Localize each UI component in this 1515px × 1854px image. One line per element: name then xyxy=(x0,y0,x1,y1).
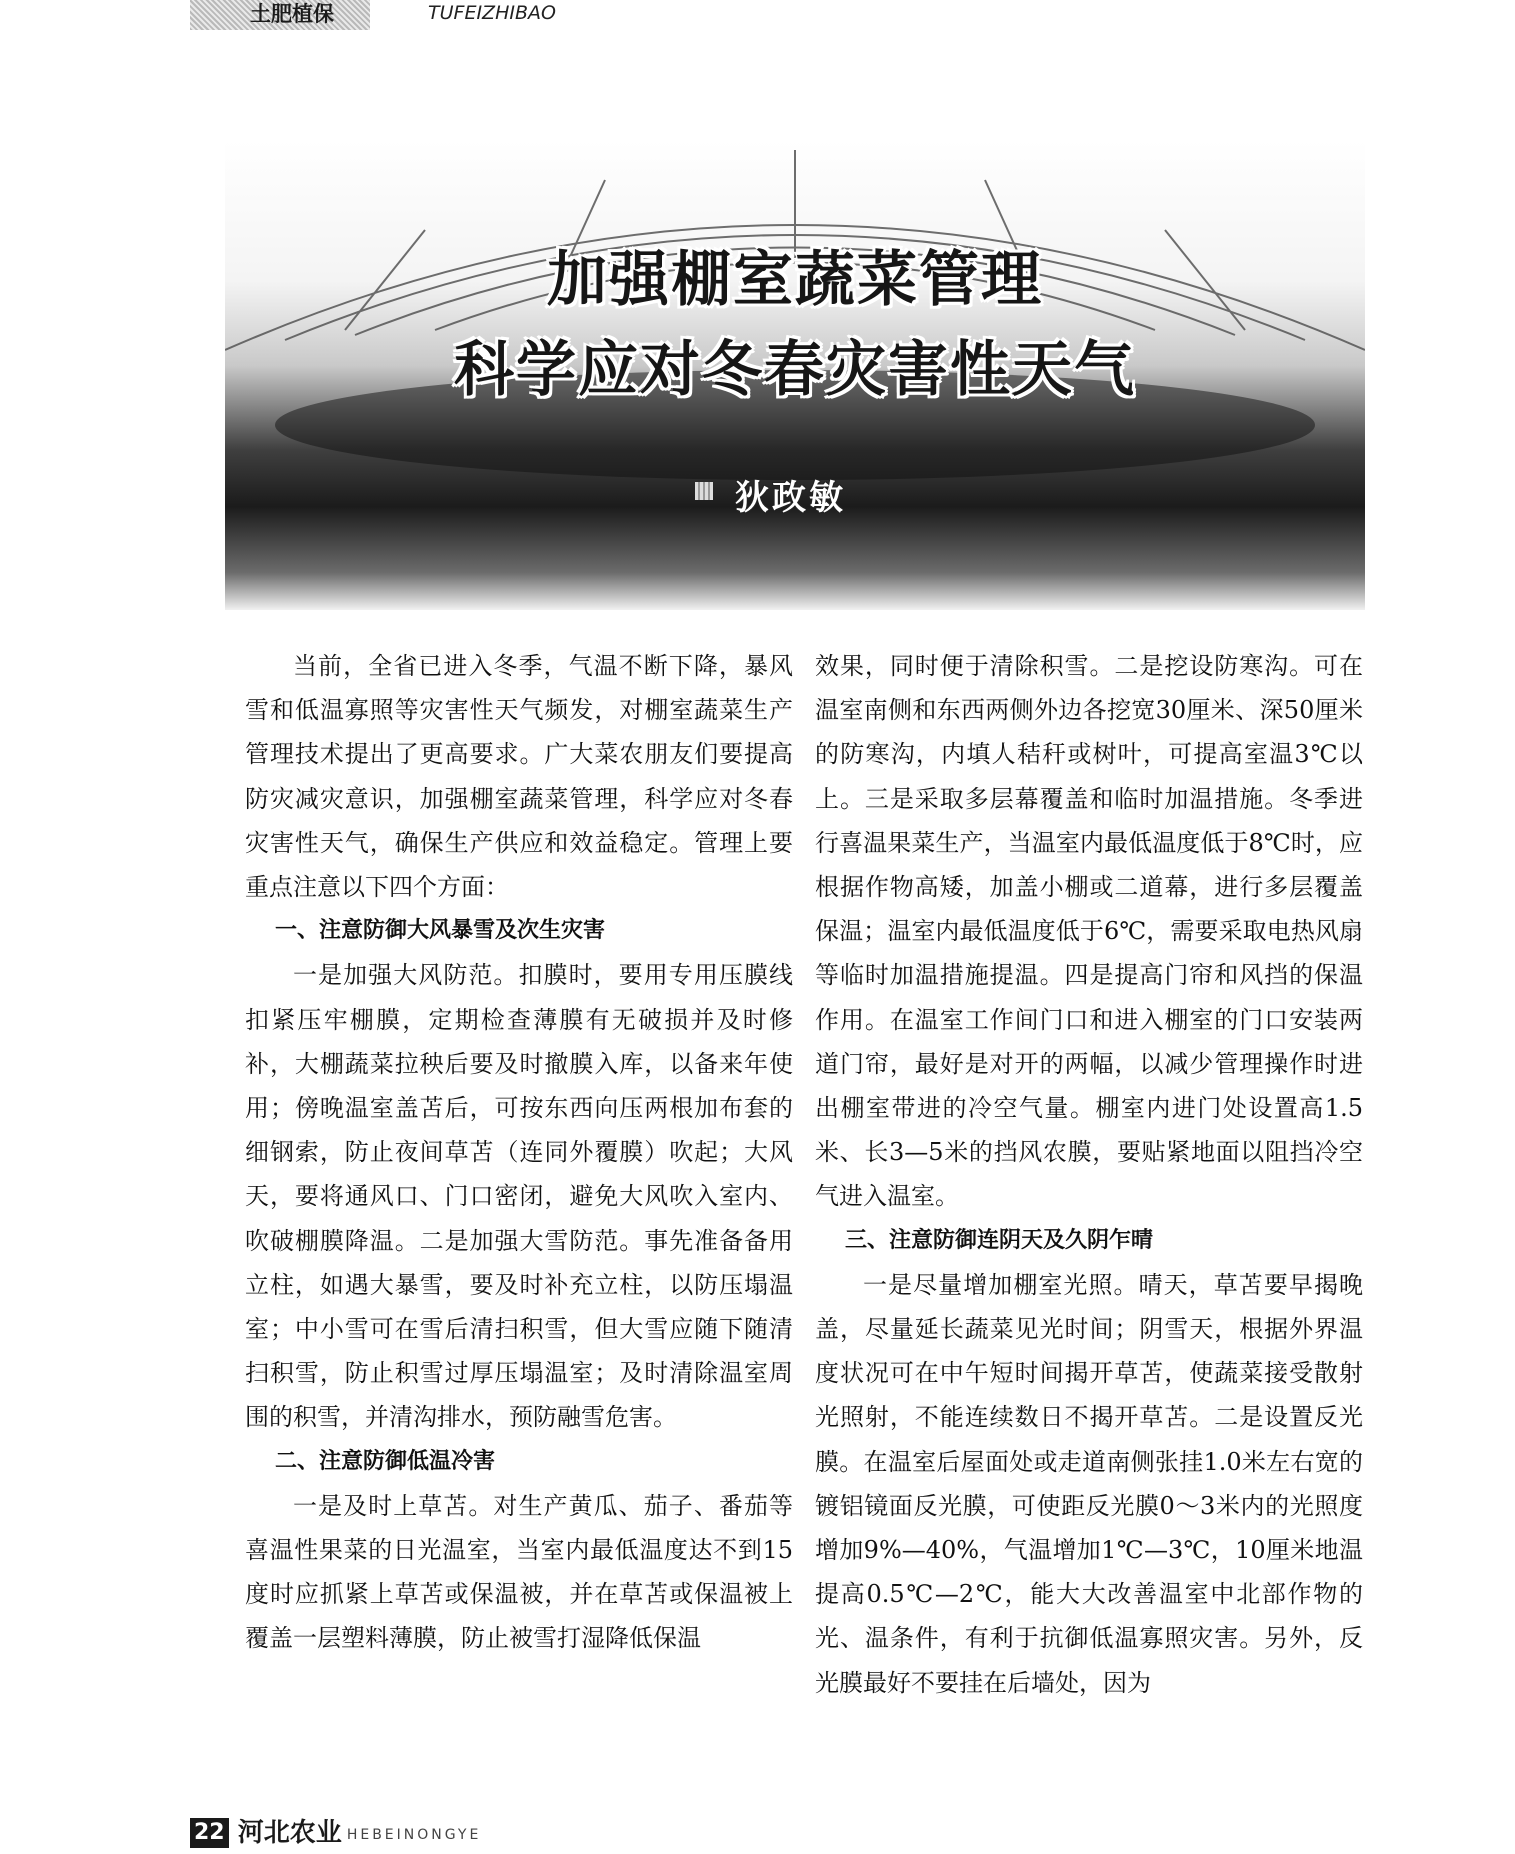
section1-heading: 一、注意防御大风暴雪及次生灾害 xyxy=(275,918,606,944)
hero-image xyxy=(225,140,1365,610)
left-column xyxy=(245,644,793,1661)
author-mark-icon xyxy=(695,482,713,500)
section1-paragraph: 一是加强大风防范。扣膜时，要用专用压膜线扣紧压牢棚膜，定期检查薄膜有无破损并及时修补，大棚蔬菜拉秧后要及时撤膜入库，以备来年使用；傍晚温室盖苫后，可按东西向压两根加布套的细钢索，防止夜间草苫（连同外覆膜）吹起；大风天，要将通风口、门口密闭，避免大风吹入室内、吹破棚膜降温。二是加强大雪防范。事先准备备用立柱，如遇大暴雪，要及时补充立柱，以防压塌温室；中小雪可在雪后清扫积雪，但大雪应随下随清扫积雪，防止积雪过厚压塌温室；及时清除温室周围的积雪，并清沟排水，预防融雪危害。 xyxy=(245,961,793,1432)
section2-heading: 二、注意防御低温冷害 xyxy=(275,1448,496,1474)
intro-paragraph: 当前，全省已进入冬季，气温不断下降，暴风雪和低温寡照等灾害性天气频发，对棚室蔬菜生产管理技术提出了更高要求。广大菜农朋友们要提高防灾减灾意识，加强棚室蔬菜管理，科学应对冬春灾害性天气，确保生产供应和效益稳定。管理上要重点注意以下四个方面： xyxy=(245,652,793,902)
section3-paragraph: 一是尽量增加棚室光照。晴天，草苫要早揭晚盖，尽量延长蔬菜见光时间；阴雪天，根据外界温度状况可在中午短时间揭开草苫，使蔬菜接受散射光照射，不能连续数日不揭开草苫。二是设置反光膜。在温室后屋面处或走道南侧张挂1.0米左右宽的镀铝镜面反光膜，可使距反光膜0～3米内的光照度增加9%—40%，气温增加1℃—3℃，10厘米地温提高0.5℃—2℃，能大大改善温室中北部作物的光、温条件，有利于抗御低温寡照灾害。另外，反光膜最好不要挂在后墙处，因为 xyxy=(815,1270,1363,1697)
page-number: 22 xyxy=(190,1818,229,1848)
page-header xyxy=(190,0,790,28)
right-column xyxy=(815,644,1363,1705)
magazine-pinyin: HEBEINONGYE xyxy=(346,1827,482,1843)
page-footer xyxy=(190,1818,481,1848)
author-name: 狄政敏 xyxy=(735,478,846,518)
article-title-line1: 加强棚室蔬菜管理 xyxy=(547,245,1043,315)
magazine-name: 河北农业 xyxy=(237,1818,342,1848)
section2-paragraph-continued: 效果，同时便于清除积雪。二是挖设防寒沟。可在温室南侧和东西两侧外边各挖宽30厘米、深50厘米的防寒沟，内填人秸秆或树叶，可提高室温3℃以上。三是采取多层幕覆盖和临时加温措施。冬季进行喜温果菜生产，当温室内最低温度低于8℃时，应根据作物高矮，加盖小棚或二道幕，进行多层覆盖保温；温室内最低温度低于6℃，需要采取电热风扇等临时加温措施提温。四是提高门帘和风挡的保温作用。在温室工作间门口和进入棚室的门口安装两道门帘，最好是对开的两幅，以减少管理操作时进出棚室带进的冷空气量。棚室内进门处设置高1.5米、长3—5米的挡风农膜，要贴紧地面以阻挡冷空气进入温室。 xyxy=(815,652,1363,1211)
column-pinyin: TUFEIZHIBAO xyxy=(428,2,556,24)
section3-heading: 三、注意防御连阴天及久阴乍晴 xyxy=(845,1227,1154,1253)
column-tag: 土肥植保 xyxy=(190,0,370,30)
section2-paragraph: 一是及时上草苫。对生产黄瓜、茄子、番茄等喜温性果菜的日光温室，当室内最低温度达不到15度时应抓紧上草苫或保温被，并在草苫或保温被上覆盖一层塑料薄膜，防止被雪打湿降低保温 xyxy=(245,1491,793,1653)
article-title-line2: 科学应对冬春灾害性天气 xyxy=(454,335,1136,405)
